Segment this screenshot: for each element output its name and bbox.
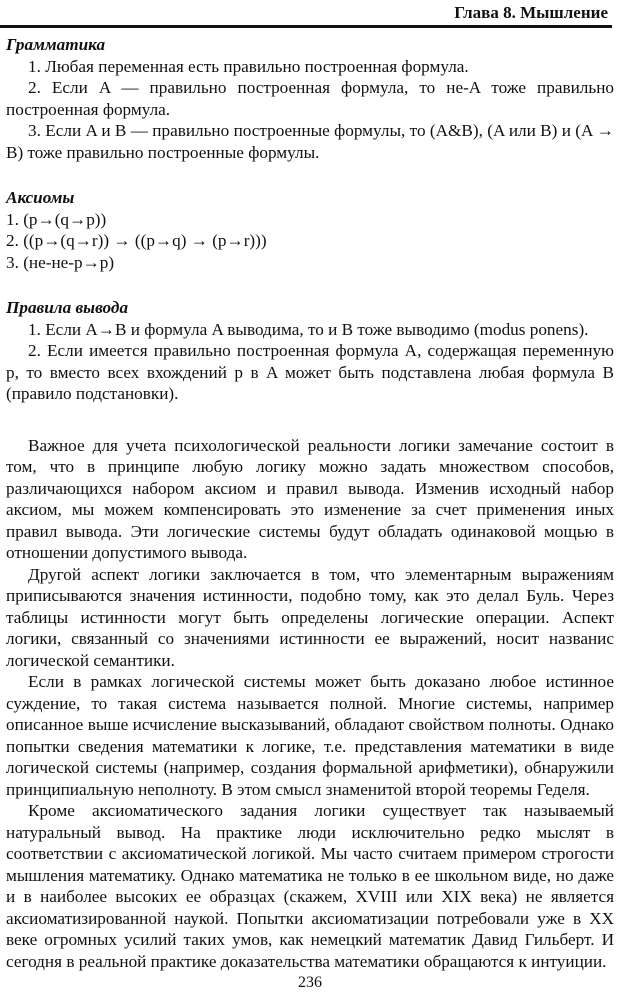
inference-title: Правила вывода: [6, 298, 129, 317]
grammar-title: Грамматика: [6, 35, 106, 54]
chapter-title: Глава 8. Мышление: [454, 3, 608, 22]
inference-rule: 2. Если имеется правильно построенная формула A, содержащая переменную p, то вместо всех вхождений p в A может быть подставлена любая формула B (правило подстановки).: [6, 341, 614, 403]
axiom-item: 2. ((p→(q→r)) → ((p→q) → (p→r))): [6, 231, 267, 250]
axiom-item: 1. (p→(q→p)): [6, 209, 107, 229]
grammar-rule: 3. Если A и B — правильно построенные формулы, то (A&B), (A или B) и (A → B) тоже правильно построенные формулы.: [6, 121, 614, 162]
axioms-section: [6, 187, 614, 273]
axioms-title: Аксиомы: [6, 188, 75, 207]
body-paragraph: Другой аспект логики заключается в том, что элементарным выражениям приписываются значения истинности, подобно тому, как это делал Буль. Через таблицы истинности могут быть определены логические операции. Аспект логики, связанный со значениями истинности ее выражений, носит названис логической семантики.: [6, 564, 614, 670]
body-paragraph: Кроме аксиоматического задания логики существует так называемый натуральный вывод. На практике люди исключительно редко мыслят в соответствии с аксиоматической логикой. Мы часто считаем примером строгости мышления математику. Однако математика не только в ее школьном виде, но даже и в наиболее высоких ее образцах (скажем, XVIII или XIX века) не является аксиоматизированной наукой. Попытки аксиоматизации потребовали уже в XX веке огромных усилий таких умов, как немецкий математик Давид Гильберт. И сегодня в реальной практике доказательства математики обращаются к интуиции.: [6, 801, 614, 971]
running-header: [0, 0, 620, 28]
grammar-rule: 2. Если A — правильно построенная формула, то не-A тоже правильно построенная формула.: [6, 78, 614, 119]
header-rule: [0, 25, 612, 28]
page-number: 236: [298, 974, 322, 991]
page-content: [6, 34, 614, 972]
body-paragraph: Если в рамках логической системы может быть доказано любое истинное суждение, то такая система называется полной. Многие системы, например описанное выше исчисление высказываний, обладают свойством полноты. Однако попытки сведения математики к логике, т.е. представления математики в виде логической системы (например, создания формальной арифметики), обнаружили принципиальную неполноту. В этом смысл знаменитой второй теоремы Геделя.: [6, 672, 614, 799]
body-paragraph: Важное для учета психологической реальности логики замечание состоит в том, что в принципе любую логику можно задать множеством способов, различающихся набором аксиом и правил вывода. Изменив исходный набор аксиом, мы можем компенсировать это изменение за счет применения иных правил вывода. Эти логические системы будут обладать одинаковой мощью в отношении допустимого вывода.: [6, 435, 614, 562]
axiom-item: 3. (не-не-p→p): [6, 252, 115, 272]
inference-rule: 1. Если A→B и формула A выводима, то и B тоже выводимо (modus ponens).: [28, 319, 589, 339]
grammar-rule: 1. Любая переменная есть правильно построенная формула.: [28, 56, 469, 76]
